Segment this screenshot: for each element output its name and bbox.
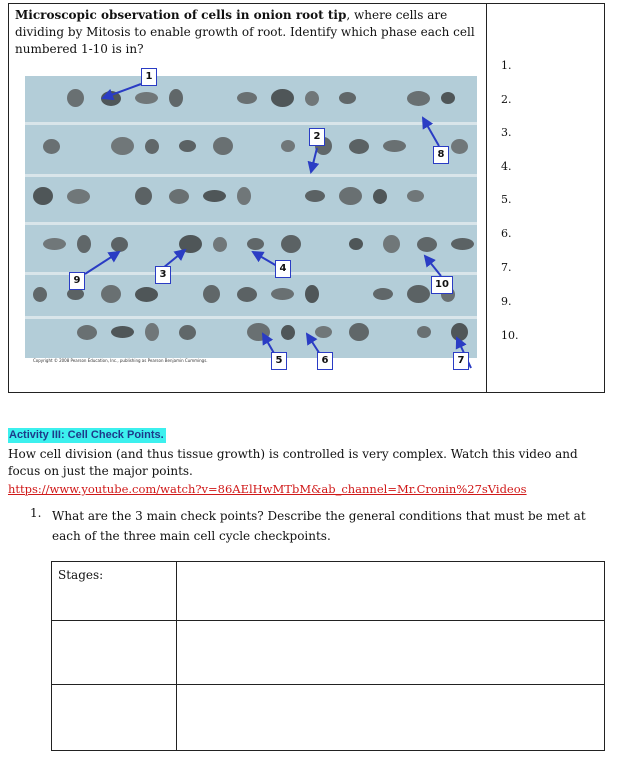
callout-label: 1 xyxy=(141,68,157,86)
answer-number: 6. xyxy=(501,227,512,240)
table-divider xyxy=(176,562,177,750)
answer-number: 2. xyxy=(501,93,512,106)
callout-label: 2 xyxy=(309,128,325,146)
checkpoint-question: What are the 3 main check points? Describe the general conditions that must be met at each of the three main cell cycle checkpoints. xyxy=(52,509,586,543)
question-title: Microscopic observation of cells in onion root tip xyxy=(15,8,347,22)
stages-answer-cell[interactable] xyxy=(178,562,604,620)
answer-number: 10. xyxy=(501,329,519,342)
image-copyright: Copyright © 2008 Pearson Education, Inc., publishing as Pearson Benjamin Cummings. xyxy=(33,358,208,363)
callout-label: 3 xyxy=(155,266,171,284)
callout-label: 10 xyxy=(431,276,453,294)
stages-table xyxy=(51,561,605,751)
stages-label: Stages: xyxy=(58,568,104,582)
activity-title: Activity III: Cell Check Points. xyxy=(9,429,164,441)
answer-number: 5. xyxy=(501,193,512,206)
micrograph-image xyxy=(25,71,477,370)
activity-paragraph: How cell division (and thus tissue growth) is controlled is very complex. Watch this video and focus on just the major points. xyxy=(8,447,578,478)
callout-label: 4 xyxy=(275,260,291,278)
callout-arrow xyxy=(253,252,277,266)
callout-arrows xyxy=(25,76,477,370)
callout-arrow xyxy=(85,252,119,274)
answer-number: 7. xyxy=(501,261,512,274)
stage-answer-cell[interactable] xyxy=(178,621,604,684)
callout-label: 8 xyxy=(433,146,449,164)
question-cell xyxy=(9,4,487,392)
callout-label: 7 xyxy=(453,352,469,370)
callout-label: 9 xyxy=(69,272,85,290)
answer-number: 4. xyxy=(501,160,512,173)
question-body: , where cells are dividing by Mitosis to enable growth of root. Identify which phase each cell numbered 1-10 is in? xyxy=(15,8,475,56)
callout-arrow xyxy=(103,84,141,98)
callout-arrow xyxy=(423,118,439,146)
stage-cell[interactable] xyxy=(52,621,176,684)
answer-number: 1. xyxy=(501,59,512,72)
stage-cell[interactable] xyxy=(52,685,176,750)
answer-number: 3. xyxy=(501,126,512,139)
question-table xyxy=(8,3,605,393)
callout-arrow xyxy=(425,256,441,276)
answer-number: 9. xyxy=(501,295,512,308)
callout-label: 5 xyxy=(271,352,287,370)
callout-arrow xyxy=(311,148,317,172)
stage-answer-cell[interactable] xyxy=(178,685,604,750)
question-number: 1. xyxy=(30,506,42,520)
question-text xyxy=(15,7,483,58)
callout-label: 6 xyxy=(317,352,333,370)
video-link[interactable]: https://www.youtube.com/watch?v=86AElHwMTbM&ab_channel=Mr.Cronin%27sVideos xyxy=(8,482,527,496)
